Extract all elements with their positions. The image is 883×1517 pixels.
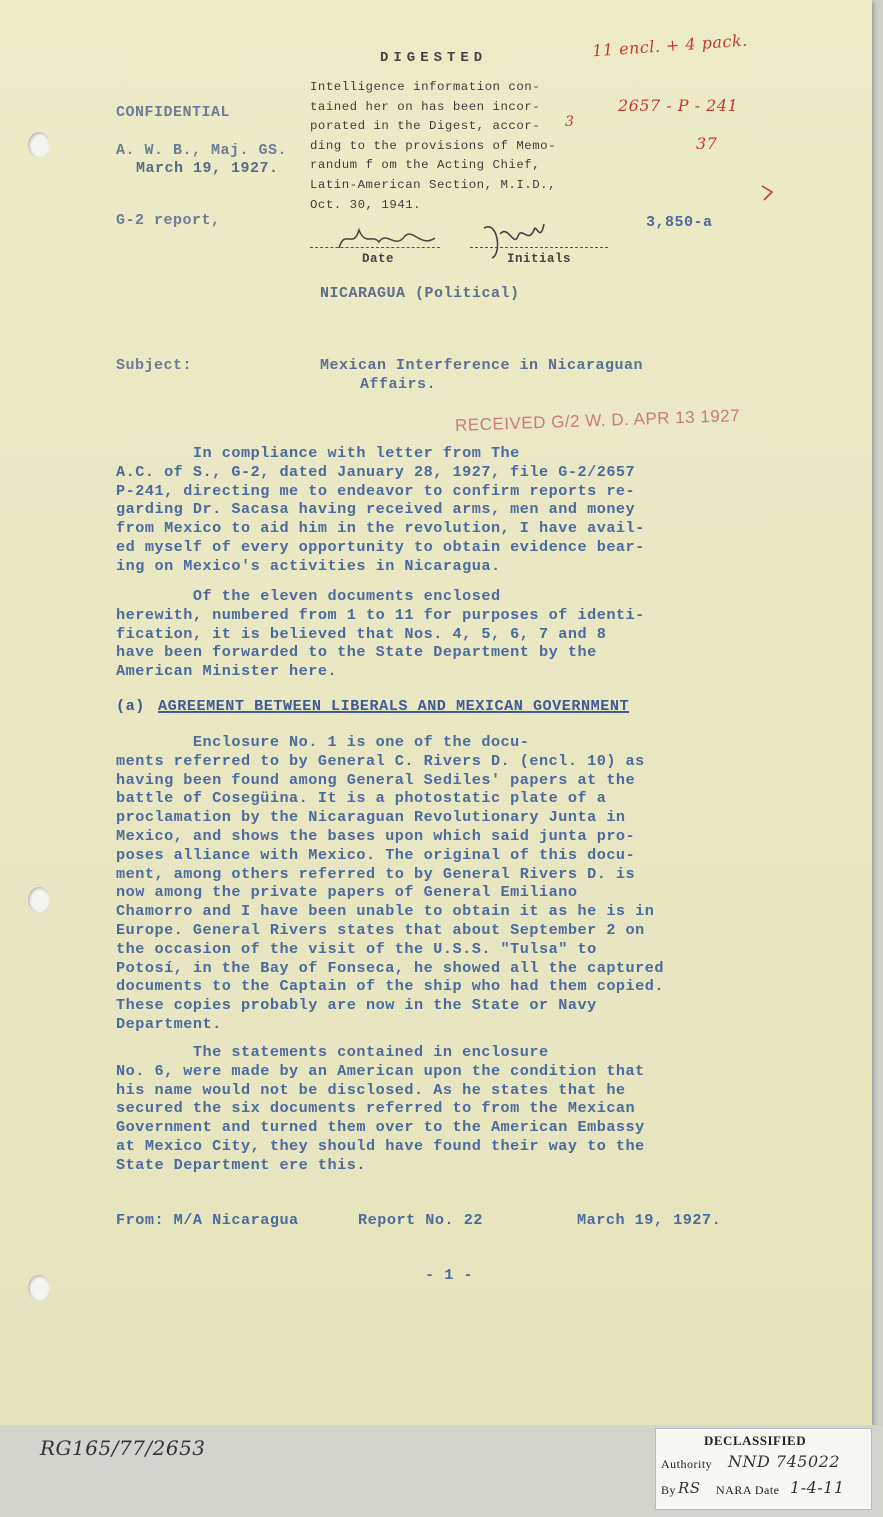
text-line: ments referred to by General C. Rivers D. (encl. 10) as xyxy=(116,751,645,770)
text-line: herewith, numbered from 1 to 11 for purposes of identi- xyxy=(116,605,645,624)
text-line: the occasion of the visit of the U.S.S. "Tulsa" to xyxy=(116,939,597,958)
handwritten-3: 3 xyxy=(565,114,575,130)
text-line: documents to the Captain of the ship who had them copied. xyxy=(116,977,664,996)
text-line: his name would not be disclosed. As he states that he xyxy=(116,1080,626,1099)
by-value: RS xyxy=(678,1479,701,1497)
authority-value: NND 745022 xyxy=(728,1452,840,1471)
text-line: In compliance with letter from The xyxy=(116,444,520,462)
text-line: from Mexico to aid him in the revolution, I have avail- xyxy=(116,519,645,538)
text-line: garding Dr. Sacasa having received arms, men and money xyxy=(116,500,636,519)
text-line: P-241, directing me to endeavor to confirm reports re- xyxy=(116,481,636,500)
punch-hole xyxy=(28,132,50,158)
text-line: fication, it is believed that Nos. 4, 5, 6, 7 and 8 xyxy=(116,624,607,643)
digest-stamp-text xyxy=(310,78,556,215)
paragraph xyxy=(116,1043,645,1175)
initials-label: Initials xyxy=(507,252,572,266)
stamp-line: Oct. 30, 1941. xyxy=(310,197,422,212)
text-line: secured the six documents referred to from the Mexican xyxy=(116,1099,636,1118)
text-line: now among the private papers of General Emiliano xyxy=(116,883,578,902)
stamp-line: tained her on has been incor- xyxy=(310,99,541,114)
declassified-title: DECLASSIFIED xyxy=(704,1433,807,1448)
paragraph xyxy=(116,587,645,681)
text-line: having been found among General Sediles' papers at the xyxy=(116,770,636,789)
by-label: By xyxy=(661,1483,677,1497)
paragraph xyxy=(116,733,664,1034)
subject-label: Subject: xyxy=(116,357,193,374)
text-line: The statements contained in enclosure xyxy=(116,1043,549,1061)
footer-from: From: M/A Nicaragua xyxy=(116,1211,299,1229)
text-line: Europe. General Rivers states that about September 2 on xyxy=(116,920,645,939)
punch-hole xyxy=(28,887,50,913)
section-label: (a) xyxy=(116,697,145,715)
text-line: Enclosure No. 1 is one of the docu- xyxy=(116,733,530,751)
archive-reference: RG165/77/2653 xyxy=(40,1436,206,1460)
subject-line: Mexican Interference in Nicaraguan xyxy=(320,357,644,374)
text-line: ment, among others referred to by General Rivers D. is xyxy=(116,864,636,883)
text-line: Government and turned them over to the American Embassy xyxy=(116,1118,645,1137)
footer-report-number: Report No. 22 xyxy=(358,1211,483,1229)
text-line: Of the eleven documents enclosed xyxy=(116,587,501,605)
text-line: have been forwarded to the State Department by the xyxy=(116,643,597,662)
text-line: poses alliance with Mexico. The original of this docu- xyxy=(116,845,636,864)
date-label: Date xyxy=(362,252,395,266)
text-line: A.C. of S., G-2, dated January 28, 1927, file G-2/2657 xyxy=(116,462,636,481)
digested-stamp: DIGESTED xyxy=(380,50,488,66)
nara-date-value: 1-4-11 xyxy=(790,1478,845,1497)
document-heading: NICARAGUA (Political) xyxy=(320,285,520,302)
punch-hole xyxy=(28,1275,50,1301)
nara-date-label: NARA Date xyxy=(716,1483,780,1497)
file-number: 3,850-a xyxy=(646,214,713,231)
text-line: No. 6, were made by an American upon the condition that xyxy=(116,1061,645,1080)
handwritten-enclosure-note: 11 encl. + 4 pack. xyxy=(591,30,749,61)
report-type: G-2 report, xyxy=(116,212,221,229)
text-line: Mexico, and shows the bases upon which said junta pro- xyxy=(116,826,636,845)
classification-label: CONFIDENTIAL xyxy=(116,104,231,121)
text-line: Chamorro and I have been unable to obtain it as he is in xyxy=(116,902,655,921)
text-line: proclamation by the Nicaraguan Revolutionary Junta in xyxy=(116,808,626,827)
page-number: - 1 - xyxy=(425,1266,474,1284)
paragraph xyxy=(116,444,645,576)
text-line: ed myself of every opportunity to obtain evidence bear- xyxy=(116,537,645,556)
stamp-line: randum f om the Acting Chief, xyxy=(310,158,541,173)
text-line: ing on Mexico's activities in Nicaragua. xyxy=(116,556,501,575)
handwritten-37: 37 xyxy=(696,134,718,153)
authority-label: Authority xyxy=(661,1457,713,1471)
author-line: A. W. B., Maj. GS. xyxy=(116,142,288,159)
text-line: State Department ere this. xyxy=(116,1155,366,1174)
stamp-line: porated in the Digest, accor- xyxy=(310,119,541,134)
text-line: at Mexico City, they should have found their way to the xyxy=(116,1136,645,1155)
received-stamp: RECEIVED G/2 W. D. APR 13 1927 xyxy=(454,406,741,435)
text-line: American Minister here. xyxy=(116,662,338,681)
stamp-line: Latin-American Section, M.I.D., xyxy=(310,177,557,192)
section-title: AGREEMENT BETWEEN LIBERALS AND MEXICAN GOVERNMENT xyxy=(158,697,630,715)
footer-date: March 19, 1927. xyxy=(577,1211,722,1229)
text-line: These copies probably are now in the State or Navy xyxy=(116,996,597,1015)
handwritten-file-number: 2657 - P - 241 xyxy=(618,96,739,115)
text-line: Potosí, in the Bay of Fonseca, he showed all the captured xyxy=(116,958,664,977)
text-line: battle of Cosegüina. It is a photostatic plate of a xyxy=(116,789,607,808)
subject-line: Affairs. xyxy=(360,376,437,393)
declassified-stamp xyxy=(655,1428,872,1510)
handwritten-date-mark xyxy=(335,220,445,256)
red-tick-mark xyxy=(760,182,776,202)
text-line: Department. xyxy=(116,1014,222,1033)
stamp-line: ding to the provisions of Memo- xyxy=(310,138,557,153)
report-date: March 19, 1927. xyxy=(136,160,279,177)
stamp-line: Intelligence information con- xyxy=(310,80,541,94)
